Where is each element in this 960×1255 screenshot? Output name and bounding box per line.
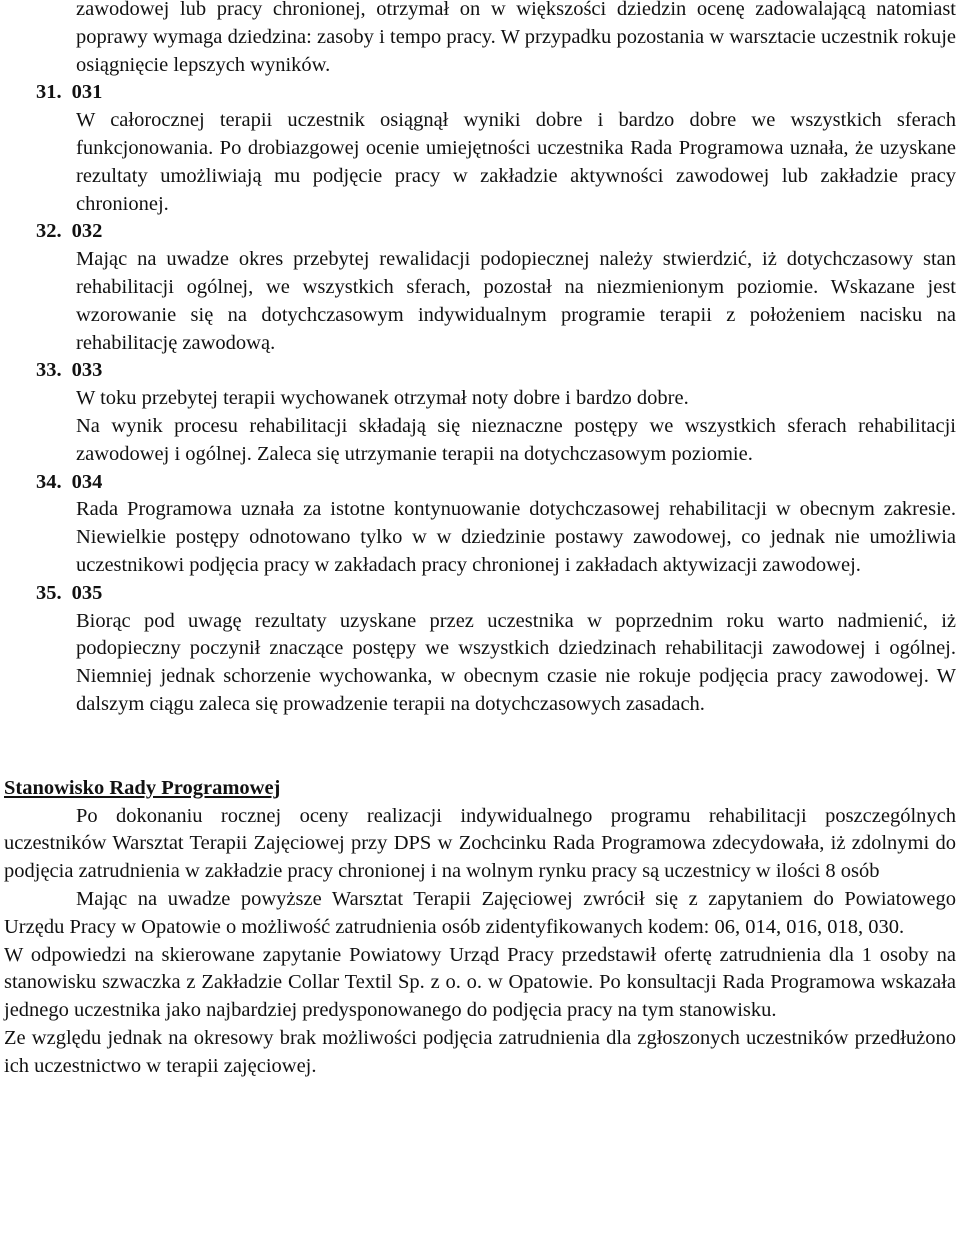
entry-31 — [0, 79, 960, 218]
entry-number: 31. — [36, 81, 62, 104]
entry-code: 033 — [71, 359, 103, 382]
entry-text: Rada Programowa uznała za istotne kontynuowanie dotychczasowej rehabilitacji w obecnym zakresie. Niewielkie postępy odnotowano tylko w w dziedzinie postawy zawodowej, co jednak nie umożliwia uczestnikowi podjęcia pracy w zakładach pracy chronionej i zakładach aktywizacji zawodowej. — [76, 498, 956, 576]
section-title: Stanowisko Rady Programowej — [4, 776, 281, 799]
section-paragraph: Po dokonaniu rocznej oceny realizacji indywidualnego programu rehabilitacji poszczególnych uczestników Warsztat Terapii Zajęciowej przy DPS w Zochcinku Rada Programowa zdecydowała, iż zdolnymi do podjęcia zatrudnienia w zakładzie pracy chronionej i na wolnym rynku pracy są uczestnicy w ilości 8 osób — [4, 804, 956, 883]
entry-number: 32. — [36, 220, 62, 243]
section-gap — [0, 719, 960, 775]
entry-heading — [0, 218, 960, 246]
section-paragraph: Mając na uwadze powyższe Warsztat Terapii Zajęciowej zwrócił się z zapytaniem do Powiatowego Urzędu Pracy w Opatowie o możliwość zatrudnienia osób zidentyfikowanych kodem: 06, 014, 016, 018, 030. — [4, 887, 956, 938]
entry-33 — [0, 357, 960, 468]
entry-code: 031 — [71, 81, 103, 104]
entry-34 — [0, 469, 960, 580]
entry-32 — [0, 218, 960, 357]
entry-code: 032 — [71, 220, 103, 243]
section-paragraph: Ze względu jednak na okresowy brak możliwości podjęcia zatrudnienia dla zgłoszonych uczestników przedłużono ich uczestnictwo w terapii zajęciowej. — [4, 1026, 956, 1077]
entry-text: W całorocznej terapii uczestnik osiągnął wyniki dobre i bardzo dobre we wszystkich sferach funkcjonowania. Po drobiazgowej ocenie umiejętności uczestnika Rada Programowa uznała, że uzyskane rezultaty umożliwiają mu podjęcie pracy w zakładzie aktywności zawodowej lub zakładzie pracy chronionej. — [76, 109, 956, 215]
entry-text: Mając na uwadze okres przebytej rewalidacji podopiecznej należy stwierdzić, iż dotychczasowy stan rehabilitacji ogólnej, we wszystkich sferach, pozostał na niezmienionym poziomie. Wskazane jest wzorowanie się na dotychczasowym indywidualnym programie terapii z położeniem nacisku na rehabilitację zawodową. — [76, 248, 956, 354]
entry-heading — [0, 79, 960, 107]
section-paragraph: W odpowiedzi na skierowane zapytanie Powiatowy Urząd Pracy przedstawił ofertę zatrudnienia dla 1 osoby na stanowisku szwaczka z Zakładzie Collar Textil Sp. z o. o. w Opatowie. Po konsultacji Rada Programowa wskazała jednego uczestnika jako najbardziej predysponowanego do podjęcia pracy na tym stanowisku. — [4, 943, 956, 1022]
entry-35 — [0, 580, 960, 719]
entry-heading — [0, 580, 960, 608]
entry-text-continued: Na wynik procesu rehabilitacji składają się nieznaczne postępy we wszystkich sferach rehabilitacji zawodowej i ogólnej. Zaleca się utrzymanie terapii na dotychczasowym poziomie. — [76, 414, 956, 465]
entry-number: 33. — [36, 359, 62, 382]
entry-text: Biorąc pod uwagę rezultaty uzyskane przez uczestnika w poprzednim roku warto nadmienić, iż podopieczny poczynił znaczące postępy we wszystkich dziedzinach rehabilitacji zawodowej i ogólnej. Niemniej jednak schorzenie wychowanka, w obecnym czasie nie rokuje podjęcia pracy zawodowej. W dalszym ciągu zaleca się prowadzenie terapii na dotychczasowych zasadach. — [76, 609, 956, 715]
entry-number: 35. — [36, 581, 62, 604]
entry-code: 034 — [71, 470, 103, 493]
entry-text: W toku przebytej terapii wychowanek otrzymał noty dobre i bardzo dobre. — [76, 387, 689, 410]
entry-heading — [0, 357, 960, 385]
entry-number: 34. — [36, 470, 62, 493]
entry-code: 035 — [71, 581, 103, 604]
intro-paragraph: zawodowej lub pracy chronionej, otrzymał on w większości dziedzin ocenę zadowalającą natomiast poprawy wymaga dziedzina: zasoby i tempo pracy. W przypadku pozostania w warsztacie uczestnik rokuje osiągnięcie lepszych wyników. — [76, 0, 956, 76]
entry-heading — [0, 469, 960, 497]
